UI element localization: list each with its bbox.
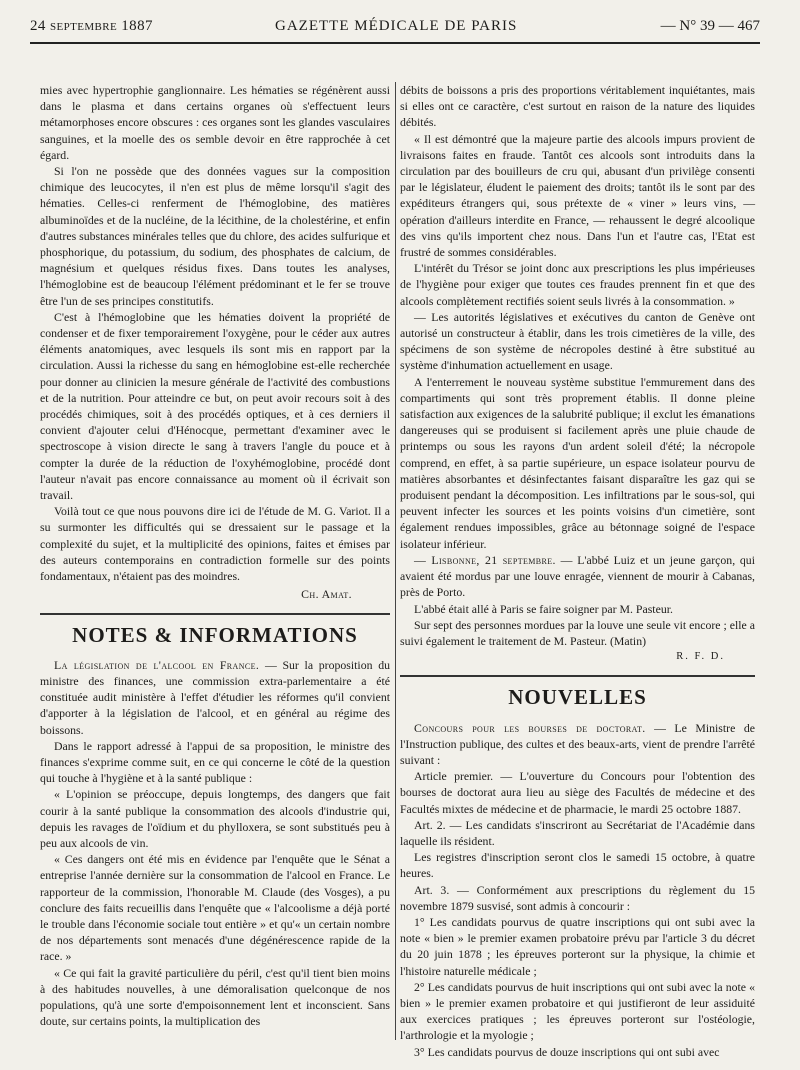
news-paragraph: « Ce qui fait la gravité particulière du péril, c'est qu'il tient bien moins à des habitudes nouvelles, à une démoralisation quelconque de nos populations, qu'à une sorte d'empoisonnement lent et inconscient. Sans doute, sur certains points, la multiplication des	[40, 965, 390, 1029]
news-paragraph: 1° Les candidats pourvus de quatre inscriptions qui ont subi avec la note « bien » le premier examen probatoire prévu par l'article 3 du décret du 20 juin 1878 ; les épreuves porteront sur la physique, la chimie et l'histoire naturelle médicale ;	[400, 914, 755, 978]
news-heading: — Lisbonne, 21 septembre.	[414, 552, 556, 567]
news-paragraph: 3° Les candidats pourvus de douze inscriptions qui ont subi avec	[414, 1044, 720, 1059]
news-paragraph: Sur sept des personnes mordues par la louve une seule vit encore ; elle a suivi également le traitement de M. Pasteur. (Matin)	[400, 617, 755, 648]
news-paragraph	[40, 657, 390, 738]
news-paragraph: — Les autorités législatives et exécutives du canton de Genève ont autorisé un constructeur à établir, dans les trois cimetières de la ville, des spécimens de son système de nécropoles destiné à être substitué au système d'inhumation actuellement en usage.	[400, 309, 755, 373]
news-paragraph: débits de boissons a pris des proportions véritablement inquiétantes, mais si elles ont ce caractère, c'est surtout en raison de la nature des liquides débités.	[400, 83, 755, 130]
article-paragraph: C'est à l'hémoglobine que les hématies doivent la propriété de condenser et de fixer temporairement l'oxygène, pour le céder aux autres éléments anatomiques, avec lesquels ils sont mis en rapport par la circulation. Aussi la richesse du sang en hémoglobine est-elle recherchée pour donner au clinicien la mesure générale de l'activité des combustions et de la nutrition. Pour atteindre ce but, on peut avoir recours soit à des procédés chimiques, soit à des procédés optiques, et à ces derniers il convient d'ajouter celui d'Hénocque, permettant d'examiner avec le spectroscope à vision directe le sang à travers l'angle du pouce et à compter la durée de la réduction de l'oxyhémoglobine, procédé dont l'auteur n'avait pas encore connaissance au moment où il écrivait son travail.	[40, 309, 390, 503]
news-paragraph	[400, 720, 755, 769]
article-paragraph: Si l'on ne possède que des données vagues sur la composition chimique des leucocytes, il n'en est plus de même lorsqu'il s'agit des hématies. Celles-ci renferment de l'hémoglobine, des matières albuminoïdes et de la nucléine, de la lécithine, de la cholestérine, et enfin d'autres substances minérales telles que du chlore, des acides sulfurique et phosphorique, du potassium, du sodium, des phosphates de calcium, de magnésium et quelques résidus fixes. Dans toutes les analyses, l'hémoglobine est de beaucoup l'élément prédominant et le fer se trouve être l'un de ses principes constitutifs.	[40, 164, 390, 308]
news-paragraph: « L'opinion se préoccupe, depuis longtemps, des dangers que fait courir à la santé publique la consommation des alcools d'industrie qui, depuis les ravages de l'oïdium et du phylloxera, se sont substitués peu à peu aux alcools de vin.	[40, 787, 390, 850]
news-paragraph: Les registres d'inscription seront clos le samedi 15 octobre, à quatre heures.	[400, 850, 755, 881]
news-paragraph: 2° Les candidats pourvus de huit inscriptions qui ont subi avec la note « bien » le premier examen probatoire et qui justifieront de leur assiduité aux exercices pratiques ; les épreuves porteront sur l'ostéologie, l'arthrologie et la myologie ;	[400, 979, 755, 1043]
header-issue-number: — N° 39 — 467	[660, 18, 760, 34]
news-paragraph: Art. 2. — Les candidats s'inscriront au Secrétariat de l'Académie dans laquelle ils résident.	[400, 817, 755, 848]
news-paragraph: L'abbé était allé à Paris se faire soigner par M. Pasteur.	[414, 601, 673, 616]
news-text: — L'abbé Luiz et un jeune garçon, qui avaient été mordus par une louve enragée, viennent de mourir à Cabanas, près de Porto.	[400, 552, 755, 600]
article-paragraph: mies avec hypertrophie ganglionnaire. Les hématies se régénèrent aussi dans le plasma et dans certains organes où s'effectuent leurs métamorphoses encore obscures : ces organes sont les glandes vasculaires sanguines, et la moelle des os semble devoir en être rapprochée à cet égard.	[40, 83, 390, 162]
news-paragraph: L'intérêt du Trésor se joint donc aux prescriptions les plus impérieuses de l'hygiène pour exiger que toutes ces fraudes prennent fin et que des alcools complètement rectifiés soient seuls livrés à la consommation. »	[400, 261, 755, 308]
column-divider	[395, 82, 396, 1040]
news-paragraph	[400, 552, 755, 601]
news-paragraph: « Il est démontré que la majeure partie des alcools impurs provient de livraisons faites en fraude. Tantôt ces alcools sont introduits dans la circulation par des bouilleurs de cru qui, abusant d'un privilège consenti par le législateur, éludent le paiement des droits; tantôt ils le sont par des expéditeurs étrangers qui, sous prétexte de « viner » leurs vins, — opération d'ailleurs interdite en France, — rehaussent le degré alcoolique des vins qu'ils importent chez nous. Dans l'un et l'autre cas, l'Etat est frustré de sommes considérables.	[400, 131, 755, 260]
news-paragraph: A l'enterrement le nouveau système substitue l'emmurement dans des compartiments qui sont très proprement établis. Il donne pleine satisfaction aux exigences de la salubrité publique; il exclut les émanations dangereuses qui se produisent si facilement après une pluie chaude de printemps ou sous les rayons d'un ardent soleil d'été; la nécropole comprend, en effet, à sa partie supérieure, un espace isolateur pourvu de matières absorbantes et désinfectantes faisant disparaître les gaz qui se produisent pendant la décomposition. Les infiltrations par le sous-sol, qui peuvent infecter les sources et les points voisins d'un cimetière, sont également rendues impossibles, grâce au bétonnage soigné de l'espace isolateur inférieur.	[400, 374, 755, 551]
right-column	[400, 82, 755, 1059]
news-text: — Sur la proposition du ministre des finances, une commission extra-parlementaire a été constituée audit ministère à l'effet d'étudier les réformes qu'il convient d'apporter à la législation de l'alcool, et en général au régime des boissons.	[40, 657, 390, 737]
news-text: — Le Ministre de l'Instruction publique, des cultes et des beaux-arts, vient de prendre l'arrêté suivant :	[400, 720, 755, 767]
section-divider	[40, 613, 390, 615]
news-heading: Concours pour les bourses de doctorat.	[414, 720, 646, 735]
header-rule	[30, 42, 760, 44]
left-column	[40, 82, 390, 1040]
page-header	[30, 18, 760, 58]
nouvelles-section-title: NOUVELLES	[508, 685, 647, 710]
news-paragraph: « Ces dangers ont été mis en évidence par l'enquête que le Sénat a entreprise l'année dernière sur la consommation de l'alcool en France. Le rapporteur de la commission, l'honorable M. Claude (des Vosges), a pu conclure des faits recueillis dans l'enquête que « l'alcoolisme a déjà porté le trouble dans l'économie sociale tout entière » et qu'« un certain nombre de nos départements sont menacés d'une dégénérescence rapide de la race. »	[40, 852, 390, 964]
news-paragraph: Article premier. — L'ouverture du Concours pour l'obtention des bourses de doctorat aura lieu au siège des Facultés de médecine et des Facultés mixtes de médecine et de pharmacie, le mardi 25 octobre 1887.	[400, 769, 755, 816]
section-divider	[400, 675, 755, 677]
news-signature: R. F. D.	[676, 651, 725, 663]
header-title: GAZETTE MÉDICALE DE PARIS	[275, 18, 518, 34]
header-date: 24 septembre 1887	[30, 18, 153, 34]
article-paragraph: Voilà tout ce que nous pouvons dire ici de l'étude de M. G. Variot. Il a su surmonter les difficultés qui se dressaient sur le passage et la complexité du sujet, et la multiplicité des opinions, faites et émises par des auteurs contemporains en contradiction formelle sur des points fondamentaux, n'étaient pas des moindres.	[40, 504, 390, 584]
news-paragraph: Dans le rapport adressé à l'appui de sa proposition, le ministre des finances s'exprime comme suit, en ce qui concerne le côté de la question qui touche à l'hygiène et à la santé publique :	[40, 738, 390, 786]
notes-section-title: NOTES & INFORMATIONS	[72, 622, 358, 647]
article-signature: Ch. Amat.	[301, 587, 352, 602]
news-paragraph: Art. 3. — Conformément aux prescriptions du règlement du 15 novembre 1879 susvisé, sont admis à concourir :	[400, 882, 755, 913]
news-heading: La législation de l'alcool en France.	[54, 657, 260, 672]
